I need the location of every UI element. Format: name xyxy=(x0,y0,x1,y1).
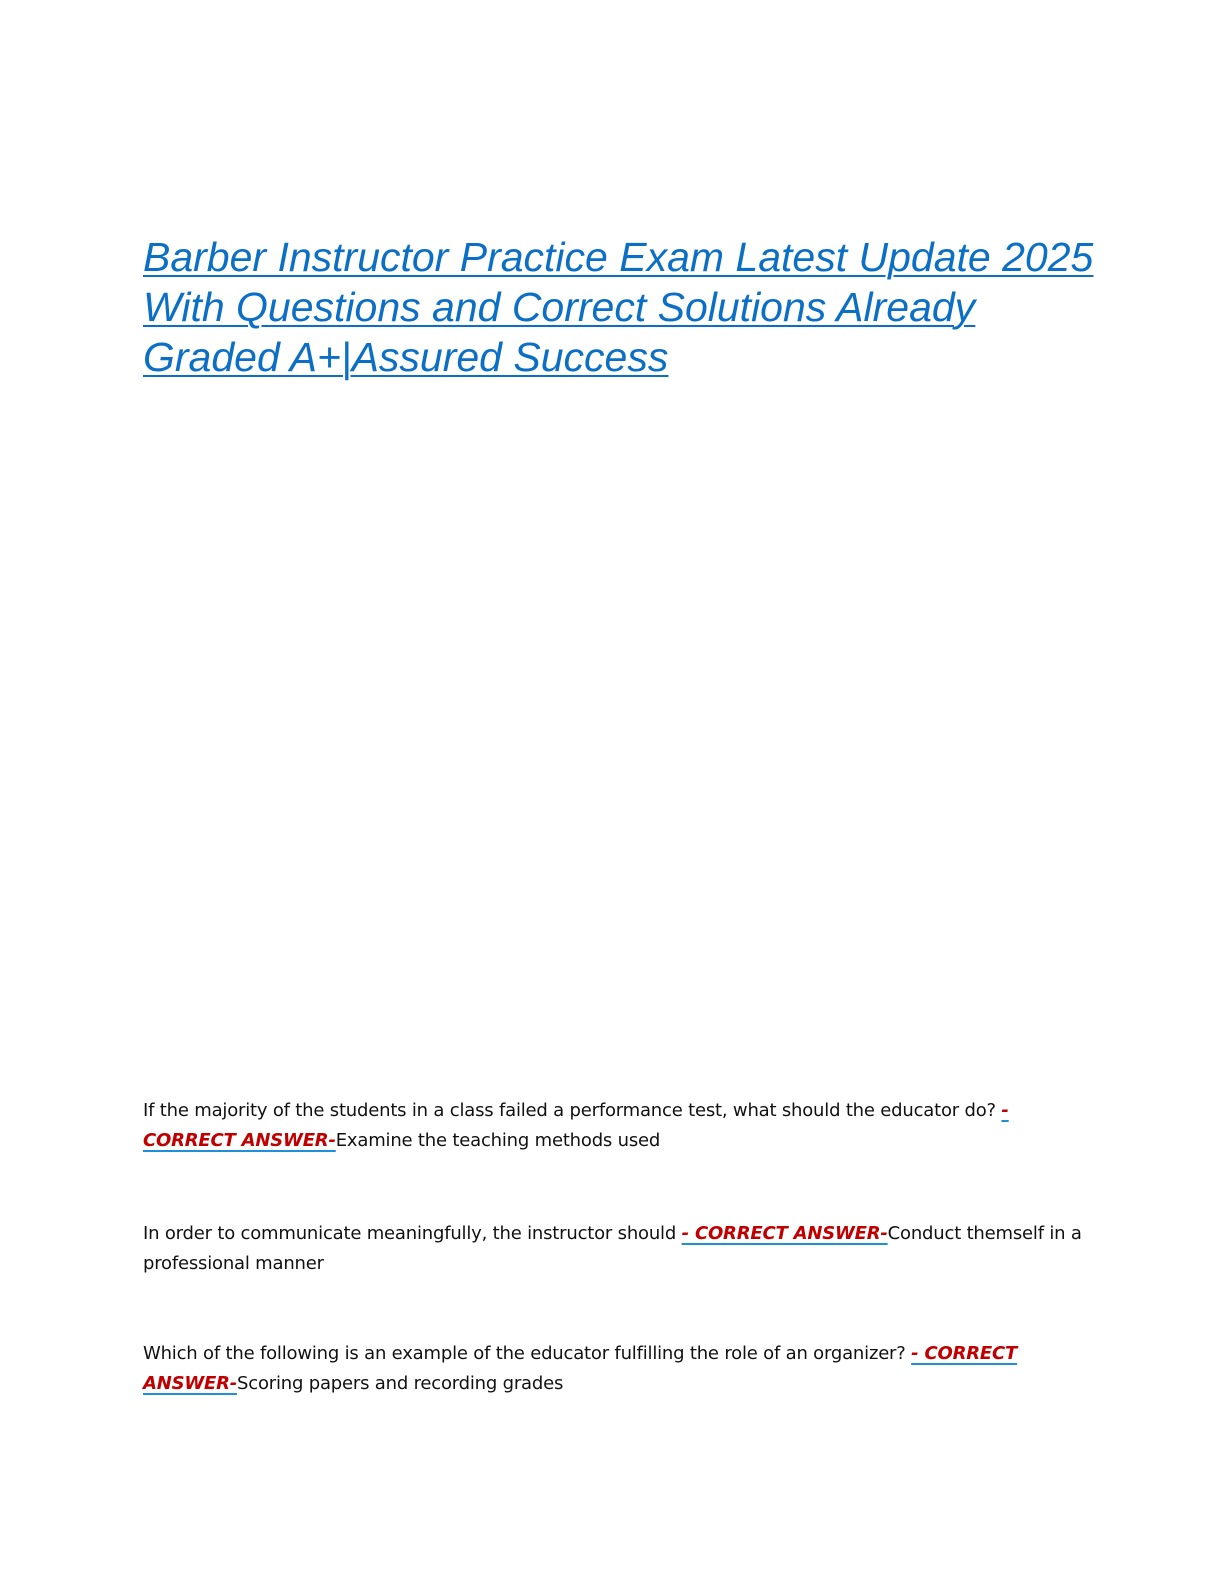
qa-item xyxy=(143,1219,1083,1279)
correct-answer-marker: - CORRECT ANSWER- xyxy=(143,1100,1009,1151)
question-text: If the majority of the students in a class failed a performance test, what should the educator do? xyxy=(143,1100,1002,1121)
qa-item xyxy=(143,1096,1083,1156)
question-text: In order to communicate meaningfully, the instructor should xyxy=(143,1223,682,1244)
document-title[interactable] xyxy=(143,232,1103,382)
answer-text: Conduct themself in a professional manner xyxy=(143,1223,1082,1274)
correct-answer-marker: - CORRECT ANSWER- xyxy=(143,1343,1018,1394)
document-title-link[interactable]: Barber Instructor Practice Exam Latest Update 2025 With Questions and Correct Solutions Already Graded A+|Assured Success xyxy=(143,234,1094,380)
qa-item xyxy=(143,1339,1083,1399)
correct-answer-marker: - CORRECT ANSWER- xyxy=(681,1223,888,1244)
answer-text: Scoring papers and recording grades xyxy=(237,1373,564,1394)
question-text: Which of the following is an example of the educator fulfilling the role of an organizer? xyxy=(143,1343,912,1364)
answer-text: Examine the teaching methods used xyxy=(335,1130,661,1151)
